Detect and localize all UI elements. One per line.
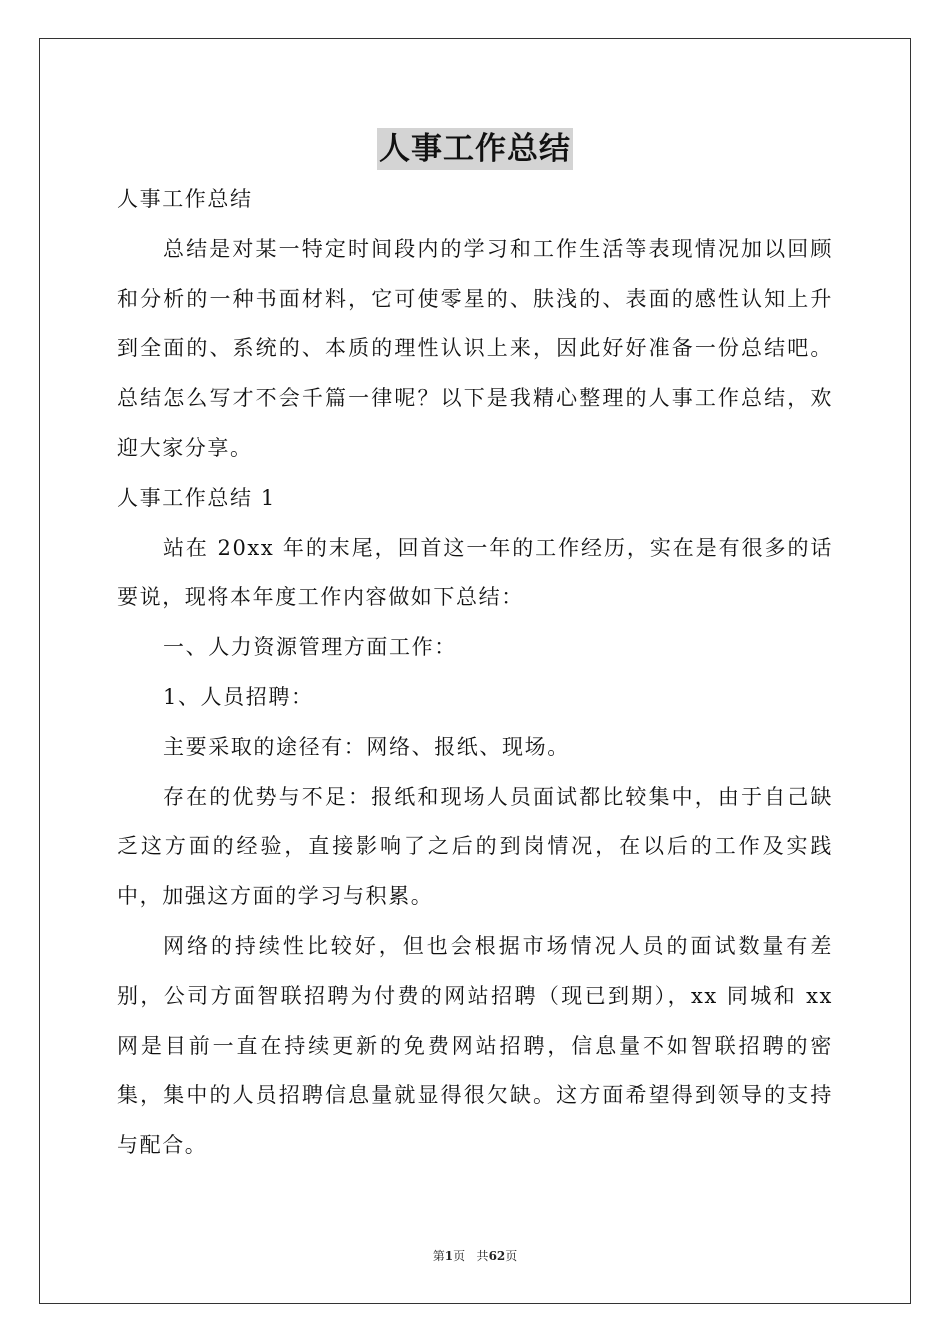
intro-paragraph: 总结是对某一特定时间段内的学习和工作生活等表现情况加以回顾和分析的一种书面材料，它可使零星的、肤浅的、表面的感性认知上升到全面的、系统的、本质的理性认识上来，因此好好准备一份总结吧。总结怎么写才不会千篇一律呢？以下是我精心整理的人事工作总结，欢迎大家分享。: [117, 236, 833, 460]
title-container: [0, 128, 950, 170]
section-heading: 人事工作总结 1: [117, 485, 276, 510]
recruitment-channels-paragraph: 主要采取的途径有：网络、报纸、现场。: [163, 734, 570, 759]
total-pages: 62: [488, 1249, 506, 1263]
page-footer: [0, 1248, 950, 1264]
year-summary-paragraph: 站在 20xx 年的末尾，回首这一年的工作经历，实在是有很多的话要说，现将本年度工作内容做如下总结：: [117, 535, 833, 610]
total-suffix: 页: [505, 1249, 518, 1263]
subtitle-paragraph: 人事工作总结: [117, 187, 253, 211]
page-prefix: 第: [432, 1249, 445, 1263]
online-recruitment-paragraph: 网络的持续性比较好，但也会根据市场情况人员的面试数量有差别，公司方面智联招聘为付费的网站招聘（现已到期），xx 同城和 xx 网是目前一直在持续更新的免费网站招聘，信息量不如智联招聘的密集，集中的人员招聘信息量就显得很欠缺。这方面希望得到领导的支持与配合。: [117, 933, 833, 1158]
page-number: 1: [444, 1249, 454, 1263]
document-title: 人事工作总结: [377, 128, 573, 170]
page-suffix: 页: [453, 1249, 466, 1263]
total-prefix: 共: [476, 1249, 489, 1263]
document-body: [117, 175, 833, 1171]
hr-management-heading: 一、人力资源管理方面工作：: [163, 635, 457, 660]
recruitment-heading: 1、人员招聘：: [163, 684, 314, 709]
strengths-weaknesses-paragraph: 存在的优势与不足：报纸和现场人员面试都比较集中，由于自己缺乏这方面的经验，直接影响了之后的到岗情况，在以后的工作及实践中，加强这方面的学习与积累。: [117, 784, 833, 909]
